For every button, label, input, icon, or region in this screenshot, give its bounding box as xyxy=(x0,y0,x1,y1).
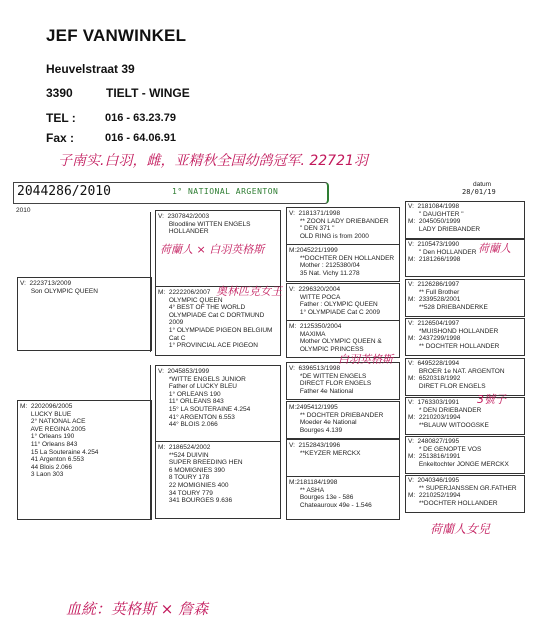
datum-label: datum xyxy=(473,181,492,188)
gen3-box-7 xyxy=(286,439,400,477)
connector xyxy=(150,212,151,352)
pedigree-title-bar xyxy=(13,182,329,204)
breeder-name: JEF VANWINKEL xyxy=(46,26,187,45)
handwritten-dam-note: 奥林匹克女王 xyxy=(216,285,282,298)
birth-year: 2010 xyxy=(16,207,31,214)
achievement-label: 1° NATIONAL ARGENTON xyxy=(172,187,279,196)
gen3-text-5: V: 6396513/1998 *DE WITTEN ENGELS DIRECT FLOR ENGELS Father 4e National xyxy=(289,365,372,395)
gen3-box-3 xyxy=(286,283,400,321)
gen4-text-3: V: 2126286/1997 ** Full Brother M: 2339528/2001 **528 DRIEBANDERKE xyxy=(408,281,488,311)
grand-dam-dd-box xyxy=(155,441,281,519)
handwritten-ggs-note-2: 3號子 xyxy=(477,393,506,406)
gen4-text-5: V: 6495228/1994 BROER 1e NAT. ARGENTON M: 6520318/1992 DIRET FLOR ENGELS xyxy=(408,360,505,390)
tel-label: TEL : xyxy=(46,111,76,125)
dam-text: M: 2202096/2005 LUCKY BLUE 2° NATIONAL ACE AVE REGINA 2005 1° Orleans 190 11° Orleans 843 15 La Souteraine 4.254 41 Argenton 6.553 44 Blois 2.066 3 Laon 303 xyxy=(20,403,99,479)
grand-dam-sd-text: M: 2222206/2007 OLYMPIC QUEEN 4° BEST OF THE WORLD OLYMPIADE Cat C DORTMUND 2009 1° OLYMPIADE PIGEON BELGIUM Cat C 1° PROVINCIAL ACE PIGEON xyxy=(158,289,273,350)
ring-number: 2044286/2010 xyxy=(17,184,111,199)
grand-dam-dd-text: M: 2186524/2002 **524 DUIVIN SUPER BREEDING HEN 6 MOMIGNIES 390 8 TOURY 178 22 MOMIGNIES 400 34 TOURY 779 341 BOURGES 9.636 xyxy=(158,444,243,505)
breeder-street: Heuvelstraat 39 xyxy=(46,62,135,76)
connector xyxy=(150,365,151,520)
grand-sire-ds-box xyxy=(155,365,281,442)
tel-number: 016 - 63.23.79 xyxy=(105,112,176,124)
fax-label: Fax : xyxy=(46,131,75,145)
datum-value: 28/01/19 xyxy=(462,188,496,196)
gen3-box-8 xyxy=(286,476,400,520)
gen4-text-6: V: 1763303/1991 * DEN DRIEBANDER M: 2210203/1994 **BLAUW WITOOGSKE xyxy=(408,399,489,429)
gen3-text-1: V: 2181371/1998 ** ZOON LADY DRIEBANDER " DEN 371 " OLD RING is from 2000 xyxy=(289,210,389,240)
handwritten-bottom-note: 血統：英格斯 × 詹森 xyxy=(66,600,209,618)
handwritten-ggd-note: 荷蘭人女兒 xyxy=(430,522,491,536)
gen4-box-6 xyxy=(405,397,525,435)
handwritten-ggs-note-1: 荷蘭人 xyxy=(478,242,511,255)
breeder-postcode: 3390 xyxy=(46,86,73,100)
dam-box xyxy=(17,400,152,520)
gen3-text-3: V: 2296320/2004 WITTE POCA Father : OLYMPIC QUEEN 1° OLYMPIADE Cat C 2009 xyxy=(289,286,380,316)
gen3-text-8: M:2181184/1998 ** ASHA Bourges 13e - 586 Chateauroux 49e - 1.546 xyxy=(289,479,372,509)
gen4-text-1: V: 2181084/1998 " DAUGHTER " M: 2045050/1999 LADY DRIEBANDER xyxy=(408,203,481,233)
gen4-text-4: V: 2126504/1997 *MUISHOND HOLLANDER M: 2437299/1998 ** DOCHTER HOLLANDER xyxy=(408,320,500,350)
gen4-box-7 xyxy=(405,436,525,474)
gen4-text-8: V: 2040346/1995 ** SUPERJANSSEN GR.FATHER M: 2210252/1994 **DOCHTER HOLLANDER xyxy=(408,477,517,507)
gen3-box-1 xyxy=(286,207,400,245)
gen3-text-4: M: 2125350/2004 MAXIMA Mother OLYMPIC QUEEN & OLYMPIC PRINCESS xyxy=(289,323,382,353)
gen3-text-2: M:2045221/1999 **DOCHTER DEN HOLLANDER Mother : 2125380/04 35 Nat. Vichy 11.278 xyxy=(289,247,395,277)
gen4-box-8 xyxy=(405,475,525,513)
handwritten-sire-note: 荷蘭人 × 白羽英格斯 xyxy=(160,243,265,256)
breeder-city: TIELT - WINGE xyxy=(106,86,190,100)
gen4-box-3 xyxy=(405,279,525,317)
grand-sire-ss-text: V: 2307842/2003 Bloodline WITTEN ENGELS HOLLANDER xyxy=(158,213,251,236)
gen3-box-5 xyxy=(286,362,400,400)
sire-text: V: 2223713/2009 Son OLYMPIC QUEEN xyxy=(20,280,98,295)
sire-box xyxy=(17,277,152,351)
handwritten-top-note: 子南实.白羽，雌，亚精秋全国幼鸽冠军. 22721羽 xyxy=(58,153,368,169)
gen4-box-5 xyxy=(405,358,525,396)
fax-number: 016 - 64.06.91 xyxy=(105,132,176,144)
gen4-text-7: V: 2480827/1995 * DE GENOPTE VOS M: 2513816/1991 Enkeltochter JONGE MERCKX xyxy=(408,438,509,468)
gen4-text-2: V: 2105473/1990 " Den HOLLANDER M: 2181266/1998 xyxy=(408,241,477,264)
handwritten-gs-note: 白羽英格斯 xyxy=(338,353,393,366)
grand-sire-ds-text: V: 2045853/1999 *WITTE ENGELS JUNIOR Father of LUCKY BLEU 1° ORLEANS 190 11° ORLEANS 843 15° LA SOUTERAINE 4.254 41° ARGENTON 6.553 44° BLOIS 2.066 xyxy=(158,368,251,429)
gen3-box-2 xyxy=(286,244,400,282)
gen3-box-6 xyxy=(286,401,400,439)
gen3-text-6: M:2495412/1995 ** DOCHTER DRIEBANDER Moeder 4e National Bourges 4.139 xyxy=(289,404,384,434)
gen4-box-4 xyxy=(405,318,525,356)
gen4-box-1 xyxy=(405,201,525,239)
gen3-text-7: V: 2152843/1996 **KEYZER MERCKX xyxy=(289,442,361,457)
